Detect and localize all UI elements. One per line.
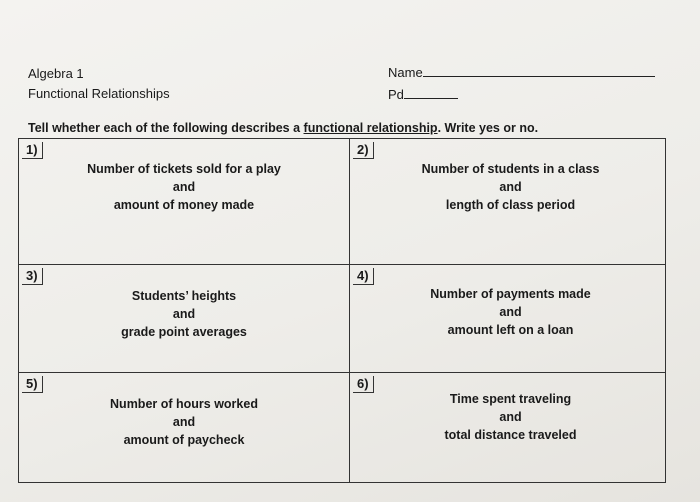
- question-line: Number of students in a class: [421, 162, 600, 176]
- question-cell-1[interactable]: [19, 139, 350, 265]
- question-line: total distance traveled: [444, 428, 577, 442]
- question-line: amount of money made: [113, 198, 255, 212]
- question-line: length of class period: [445, 198, 576, 212]
- period-row: [388, 84, 655, 106]
- question-text: [356, 390, 665, 444]
- course-title: Algebra 1: [28, 66, 84, 81]
- question-line: and: [172, 415, 196, 429]
- question-line: amount of paycheck: [123, 433, 245, 447]
- question-number: 5): [22, 376, 43, 393]
- question-number: 3): [22, 268, 43, 285]
- question-cell-4[interactable]: [350, 265, 665, 373]
- question-number: 2): [353, 142, 374, 159]
- name-row: [388, 62, 655, 84]
- instruction-text-start: Tell whether each of the following describes a: [28, 121, 304, 135]
- question-line: and: [172, 180, 196, 194]
- question-line: and: [499, 180, 522, 194]
- question-cell-6[interactable]: [350, 373, 665, 482]
- question-line: and: [172, 307, 196, 321]
- question-text: [19, 395, 349, 449]
- instruction-text-end: . Write yes or no.: [437, 121, 539, 135]
- question-line: grade point averages: [121, 325, 247, 339]
- question-number: 6): [353, 376, 374, 393]
- question-text: [356, 160, 665, 214]
- question-line: Number of hours worked: [110, 397, 258, 411]
- question-line: and: [499, 305, 522, 319]
- period-label: Pd: [388, 87, 404, 102]
- question-number: 1): [22, 142, 43, 159]
- question-cell-5[interactable]: [19, 373, 350, 482]
- instruction-underlined: functional relationship: [303, 121, 438, 135]
- question-line: Time spent traveling: [449, 392, 572, 406]
- question-cell-3[interactable]: [19, 265, 350, 373]
- question-line: and: [499, 410, 522, 424]
- question-line: Students’ heights: [131, 289, 237, 303]
- question-text: [19, 160, 349, 214]
- student-info: [388, 62, 655, 106]
- question-text: [356, 285, 665, 339]
- question-number: 4): [353, 268, 374, 285]
- question-line: amount left on a loan: [447, 323, 574, 337]
- question-line: Number of tickets sold for a play: [87, 162, 281, 176]
- question-line: Number of payments made: [430, 287, 591, 301]
- question-cell-2[interactable]: [350, 139, 665, 265]
- question-text: [19, 287, 349, 341]
- question-grid: [18, 138, 666, 483]
- instructions: [28, 121, 538, 135]
- worksheet-header: [28, 64, 170, 104]
- period-field[interactable]: [404, 84, 458, 99]
- name-field[interactable]: [423, 62, 655, 77]
- name-label: Name: [388, 65, 423, 80]
- topic-title: Functional Relationships: [28, 86, 170, 101]
